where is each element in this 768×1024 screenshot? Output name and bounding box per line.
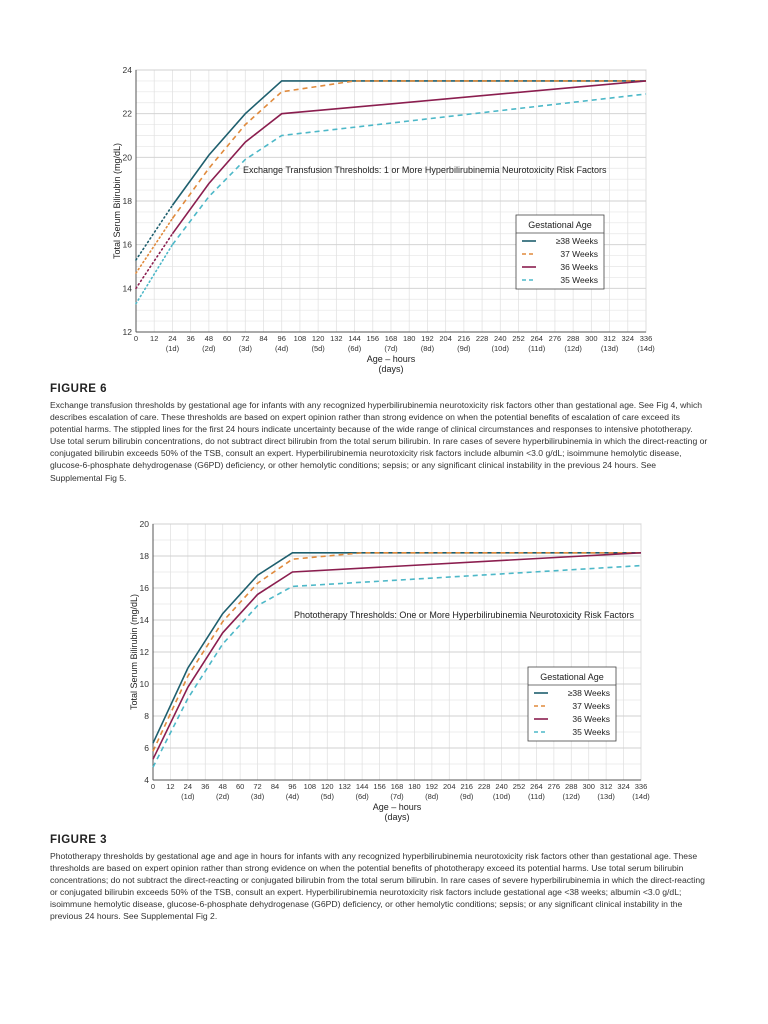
y-tick-label: 18 [122,196,132,206]
day-label: (10d) [492,792,511,801]
x-tick-label: 252 [512,782,526,791]
legend-title: Gestational Age [540,672,604,682]
x-tick-label: 252 [512,334,525,343]
x-tick-label: 180 [402,334,416,343]
day-label: (12d) [562,792,581,801]
x-tick-label: 324 [617,782,630,791]
x-tick-label: 312 [603,334,616,343]
x-tick-label: 36 [186,334,195,343]
day-label: (12d) [564,344,582,353]
legend [528,667,616,741]
exchange-transfusion-chart [0,55,768,375]
legend-entry: 36 Weeks [560,262,598,272]
x-tick-label: 216 [457,334,471,343]
x-axis-sublabel: (days) [378,364,404,374]
x-tick-label: 144 [355,782,369,791]
x-tick-label: 204 [443,782,456,791]
legend-entry: 37 Weeks [572,701,610,711]
figure-3-label: FIGURE 3 [50,834,108,846]
day-label: (5d) [320,792,334,801]
phototherapy-chart [0,510,768,825]
figure-6-caption: Exchange transfusion thresholds by gestational age for infants with any recognized hyperbilirubinemia neurotoxicity risk factors other than gestational age. See Fig 4, which describes escalation of care. These thresholds are based on expert opinion rather than strong evidence on when the potential benefits of escalation of care exceed its potential harms. The stippled lines for the first 24 hours indicate uncertainty because of the wide range of clinical circumstances and responses to intensive phototherapy. Use total serum bilirubin concentrations, do not subtract direct bilirubin from the total serum bilirubin. In rare cases of severe hyperbilirubinemia in which the direct-reacting or conjugated bilirubin exceeds 50% of the TSB, consult an expert. Hyperbilirubinemia neurotoxicity risk factors include albumin <3.0 g/dL; isoimmune hemolytic disease, glucose-6-phosphate dehydrogenase (G6PD) deficiency, or other hemolytic conditions; sepsis; or any significant clinical instability in the previous 24 hours. See Supplemental Fig 5. [50,400,708,483]
day-label: (2d) [216,792,230,801]
y-tick-label: 10 [139,679,149,689]
y-tick-label: 14 [139,615,149,625]
chart-title: Phototherapy Thresholds: One or More Hyperbilirubinemia Neurotoxicity Risk Factors [294,610,634,620]
day-label: (6d) [347,344,362,353]
x-axis-sublabel: (days) [384,812,410,822]
x-tick-label: 156 [366,334,380,343]
x-tick-label: 132 [338,782,351,791]
day-label: (6d) [355,792,369,801]
y-tick-label: 20 [139,519,149,529]
figure-6-label: FIGURE 6 [50,383,108,395]
day-label: (14d) [632,792,650,801]
x-tick-label: 192 [421,334,434,343]
chart-title: Exchange Transfusion Thresholds: 1 or More Hyperbilirubinemia Neurotoxicity Risk Factors [243,165,607,175]
x-tick-label: 72 [253,782,262,791]
day-label: (1d) [181,792,195,801]
x-tick-label: 96 [277,334,286,343]
x-tick-label: 84 [270,782,280,791]
legend-entry: 37 Weeks [560,249,598,259]
x-tick-label: 204 [439,334,452,343]
y-tick-label: 8 [144,711,149,721]
day-label: (4d) [275,344,289,353]
x-tick-label: 336 [639,334,653,343]
day-label: (11d) [528,344,546,353]
x-tick-label: 144 [348,334,361,343]
legend-title: Gestational Age [528,220,592,230]
y-tick-label: 4 [144,775,149,785]
x-tick-label: 168 [390,782,404,791]
x-tick-label: 216 [460,782,473,791]
x-tick-label: 288 [565,782,578,791]
x-tick-label: 264 [530,782,543,791]
legend-entry: 35 Weeks [560,275,598,285]
day-label: (8d) [420,344,435,353]
x-tick-label: 0 [150,782,156,791]
x-tick-label: 276 [547,782,561,791]
x-tick-label: 312 [599,782,613,791]
x-tick-label: 180 [408,782,421,791]
day-label: (2d) [202,344,216,353]
x-tick-label: 108 [293,334,307,343]
x-axis-label: Age – hours [372,802,422,812]
x-tick-label: 276 [548,334,562,343]
x-tick-label: 36 [201,782,210,791]
x-tick-label: 120 [321,782,334,791]
day-label: (13d) [597,792,615,801]
x-tick-label: 240 [494,334,507,343]
y-axis-label: Total Serum Bilirubin (mg/dL) [112,142,122,260]
x-axis-label: Age – hours [366,354,416,364]
x-tick-label: 156 [373,782,386,791]
x-tick-label: 264 [530,334,543,343]
x-tick-label: 108 [303,782,317,791]
y-tick-label: 20 [122,152,132,163]
x-tick-label: 228 [477,782,491,791]
day-label: (14d) [637,344,655,353]
x-tick-label: 60 [235,782,245,791]
x-tick-label: 228 [475,334,489,343]
day-label: (13d) [600,344,619,353]
legend-entry: ≥38 Weeks [555,236,598,246]
day-label: (7d) [390,792,404,801]
x-tick-label: 300 [582,782,595,791]
y-axis-label: Total Serum Bilirubin (mg/dL) [129,593,139,711]
day-label: (9d) [460,792,474,801]
day-label: (5d) [311,344,325,353]
y-tick-label: 24 [122,65,132,75]
x-tick-label: 24 [183,782,193,791]
x-tick-label: 240 [495,782,508,791]
x-tick-label: 48 [218,782,227,791]
x-tick-label: 336 [634,782,648,791]
x-tick-label: 324 [621,334,635,343]
figure-3-caption: Phototherapy thresholds by gestational age and age in hours for infants with any recognized hyperbilirubinemia neurotoxicity risk factors other than gestational age. These thresholds are based on expert opinion rather than strong evidence on when the potential benefits of phototherapy exceed its potential harms. Use total serum bilirubin concentrations; do not subtract the direct-reacting or conjugated bilirubin from the total serum bilirubin. In rare cases of severe hyperbilirubinemia in which the direct-reacting or conjugated bilirubin exceeds 50% of the TSB, consult an expert. Hyperbilirubinemia neurotoxicity risk factors include gestational age <38 weeks; albumin <3.0 g/dL; isoimmune hemolytic disease, glucose-6-phosphate dehydrogenase (G6PD) deficiency, or other hemolytic conditions; sepsis; or any significant clinical instability in the previous 24 hours. See Supplemental Fig 2. [50,851,705,922]
x-tick-label: 12 [166,782,175,791]
x-tick-label: 132 [330,334,343,343]
day-label: (1d) [165,344,180,353]
day-label: (11d) [527,792,545,801]
y-tick-label: 22 [122,108,132,119]
y-tick-label: 16 [122,239,132,250]
y-tick-label: 18 [139,551,149,561]
x-tick-label: 60 [222,334,232,343]
day-label: (10d) [491,344,510,353]
y-tick-label: 6 [144,743,149,753]
y-tick-label: 12 [122,327,132,337]
y-tick-label: 16 [139,583,149,593]
x-tick-label: 300 [585,334,598,343]
legend [516,215,604,289]
day-label: (3d) [238,344,252,353]
x-tick-label: 24 [168,334,177,343]
x-tick-label: 48 [204,334,214,343]
day-label: (8d) [425,792,439,801]
x-tick-label: 120 [311,334,325,343]
day-label: (9d) [457,344,471,353]
legend-entry: ≥38 Weeks [567,688,610,698]
x-tick-label: 192 [425,782,439,791]
legend-entry: 36 Weeks [572,714,610,724]
x-tick-label: 84 [259,334,268,343]
x-tick-label: 72 [241,334,250,343]
x-tick-label: 288 [566,334,580,343]
y-tick-label: 12 [139,647,149,657]
day-label: (3d) [250,792,265,801]
legend-entry: 35 Weeks [572,727,610,737]
day-label: (7d) [384,344,398,353]
y-tick-label: 14 [122,283,132,294]
x-tick-label: 0 [133,334,139,343]
x-tick-label: 12 [150,334,159,343]
x-tick-label: 168 [384,334,398,343]
x-tick-label: 96 [288,782,297,791]
day-label: (4d) [285,792,300,801]
